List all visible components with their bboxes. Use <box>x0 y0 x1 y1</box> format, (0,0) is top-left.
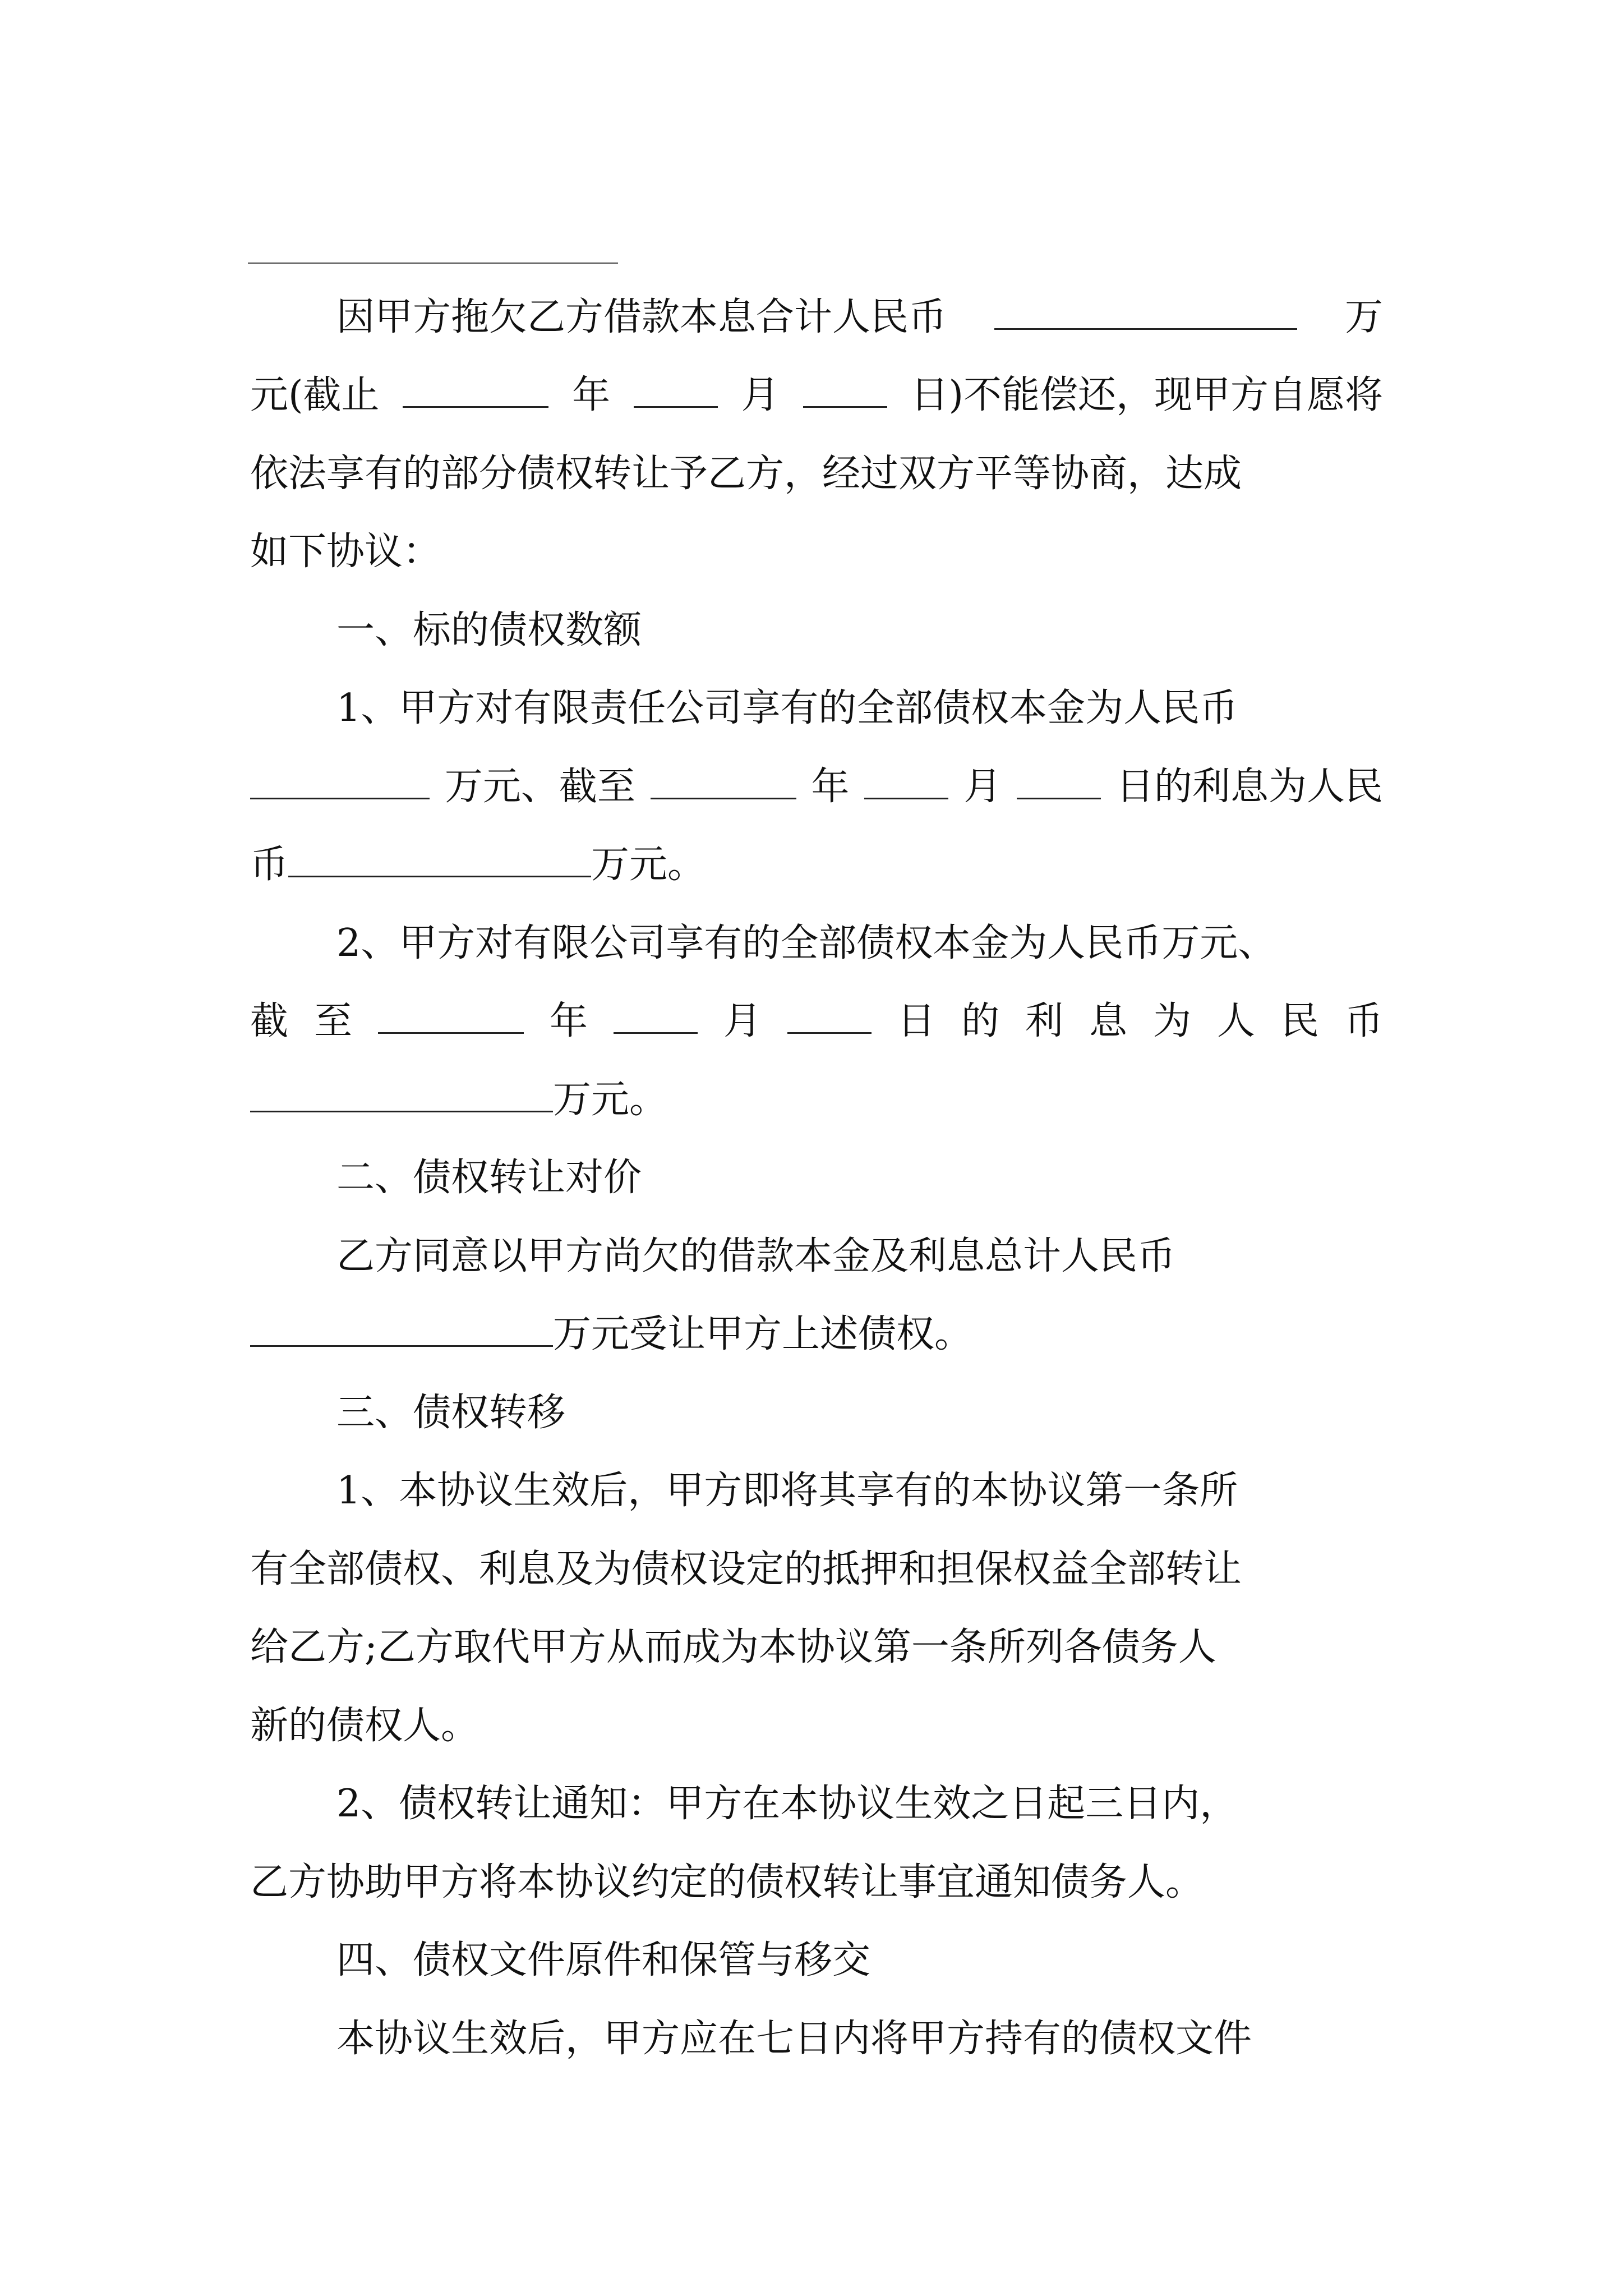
text-run: 息 <box>1089 999 1127 1043</box>
paragraph-line: 2、甲方对有限公司享有的全部债权本金为人民币万元、 <box>336 921 1276 965</box>
text-run: 币 <box>250 843 289 887</box>
text-run: 为 <box>1152 999 1191 1043</box>
fill-in-blank[interactable] <box>250 1077 553 1112</box>
fill-in-blank[interactable] <box>634 372 718 408</box>
paragraph-line <box>336 287 1383 348</box>
text-run: 年 <box>549 999 588 1043</box>
paragraph-line <box>250 756 1383 818</box>
fill-in-blank[interactable] <box>403 372 548 408</box>
text-run: 月 <box>723 999 762 1043</box>
paragraph-line <box>250 365 1383 426</box>
text-run: 至 <box>314 999 353 1043</box>
fill-in-blank[interactable] <box>803 372 887 408</box>
text-run: 元(截止 <box>250 373 380 417</box>
text-run: 日的利息为人民 <box>1115 765 1383 809</box>
paragraph-line: 新的债权人。 <box>250 1704 479 1748</box>
section-heading: 四、债权文件原件和保管与移交 <box>336 1938 871 1982</box>
fill-in-blank[interactable] <box>1017 764 1101 799</box>
text-run: 年 <box>572 373 611 417</box>
text-run: 万元受让甲方上述债权。 <box>553 1312 973 1356</box>
paragraph-line <box>250 1069 1383 1131</box>
fill-in-blank[interactable] <box>651 764 796 799</box>
text-run: 利 <box>1025 999 1063 1043</box>
text-run: 万元、截至 <box>444 765 635 809</box>
text-run: 截 <box>250 999 289 1043</box>
fill-in-blank[interactable] <box>864 764 948 799</box>
header-rule <box>248 263 618 264</box>
text-run: 币 <box>1344 999 1383 1043</box>
text-run: 日)不能偿还，现甲方自愿将 <box>910 373 1383 417</box>
section-heading: 一、标的债权数额 <box>336 608 642 652</box>
paragraph-line: 有全部债权、利息及为债权设定的抵押和担保权益全部转让 <box>250 1547 1242 1591</box>
text-run: 月 <box>741 373 780 417</box>
paragraph-line: 乙方协助甲方将本协议约定的债权转让事宜通知债务人。 <box>250 1860 1204 1904</box>
text-run: 人 <box>1216 999 1255 1043</box>
paragraph-line: 给乙方;乙方取代甲方从而成为本协议第一条所列各债务人 <box>250 1625 1216 1669</box>
fill-in-blank[interactable] <box>378 999 524 1034</box>
text-run: 因甲方拖欠乙方借款本息合计人民币 <box>336 295 947 339</box>
paragraph-line: 1、本协议生效后，甲方即将其享有的本协议第一条所 <box>336 1469 1238 1513</box>
text-run: 万元。 <box>553 1078 668 1122</box>
paragraph-line: 乙方同意以甲方尚欠的借款本金及利息总计人民币 <box>336 1234 1176 1278</box>
text-run: 月 <box>963 765 1002 809</box>
text-run: 民 <box>1280 999 1319 1043</box>
paragraph-line: 2、债权转让通知：甲方在本协议生效之日起三日内， <box>336 1782 1238 1826</box>
text-run: 的 <box>961 999 999 1043</box>
section-heading: 二、债权转让对价 <box>336 1156 642 1200</box>
text-run: 万元。 <box>591 843 706 887</box>
fill-in-blank[interactable] <box>288 842 591 877</box>
fill-in-blank[interactable] <box>787 999 872 1034</box>
fill-in-blank[interactable] <box>250 764 430 799</box>
paragraph-line <box>250 991 1383 1052</box>
text-run: 年 <box>811 765 850 809</box>
text-run: 万 <box>1344 295 1383 339</box>
paragraph-line: 依法享有的部分债权转让予乙方，经过双方平等协商，达成 <box>250 452 1242 496</box>
paragraph-line: 1、甲方对有限责任公司享有的全部债权本金为人民币 <box>336 686 1238 730</box>
text-run: 日 <box>897 999 935 1043</box>
paragraph-line <box>250 1304 1383 1365</box>
fill-in-blank[interactable] <box>614 999 698 1034</box>
fill-in-blank[interactable] <box>250 1312 553 1347</box>
section-heading: 三、债权转移 <box>336 1391 566 1435</box>
paragraph-line <box>250 834 1383 896</box>
fill-in-blank[interactable] <box>994 295 1297 330</box>
paragraph-line: 如下协议： <box>250 530 441 574</box>
paragraph-line: 本协议生效后，甲方应在七日内将甲方持有的债权文件 <box>336 2017 1252 2061</box>
